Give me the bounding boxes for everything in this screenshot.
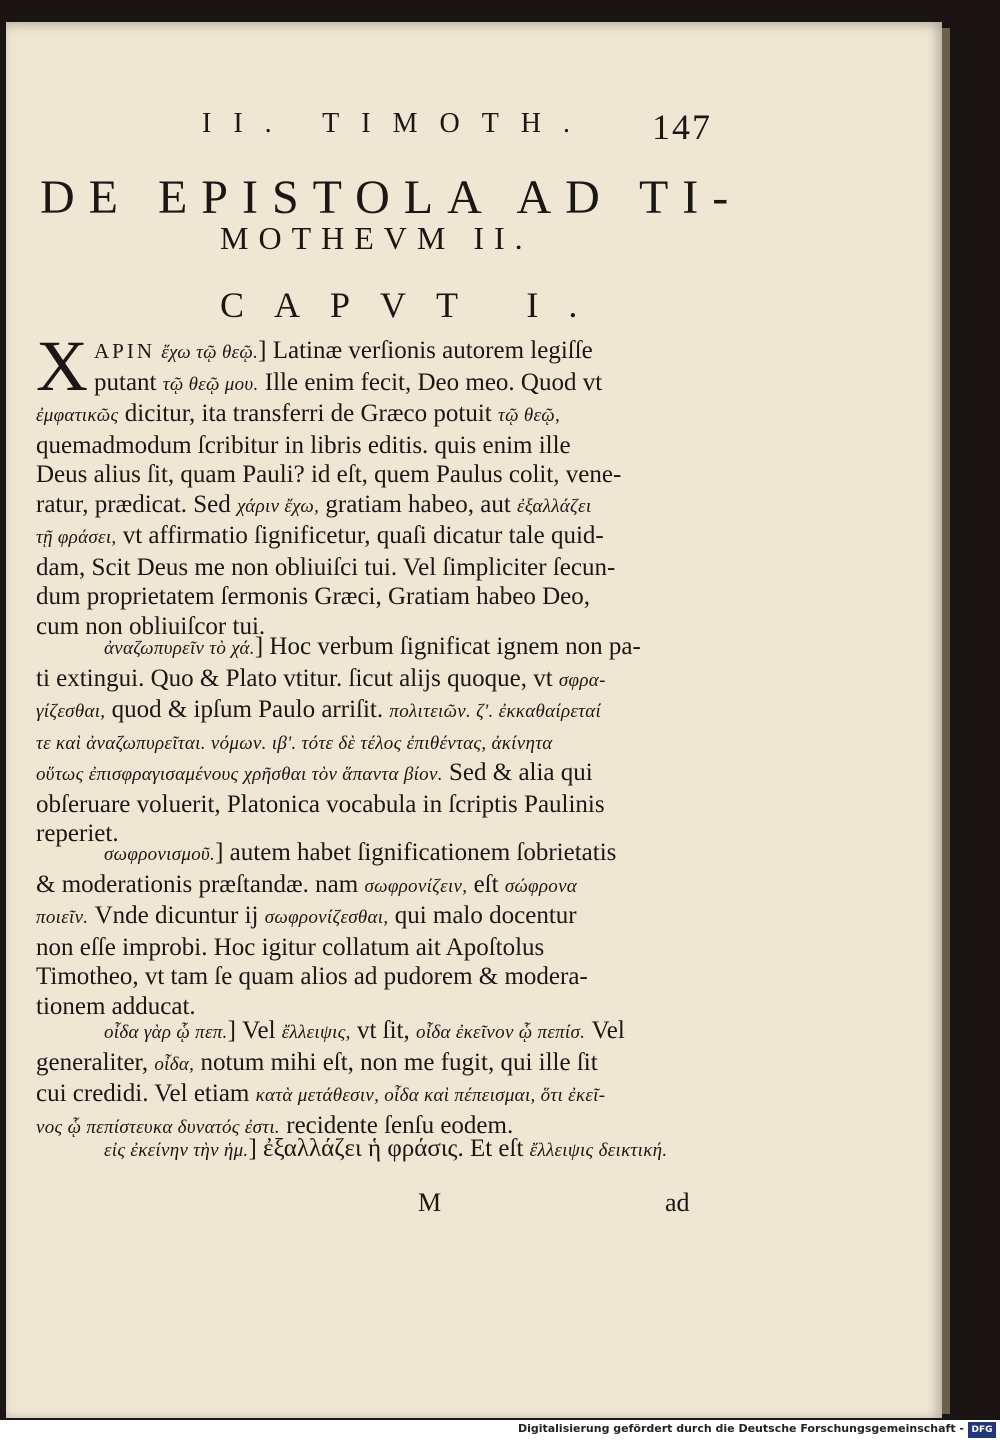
greek-phrase: πολιτειῶν. ζ'. ἐκκαθαίρεταί [389,701,602,722]
text-line [36,838,714,870]
latin-text: generaliter, [36,1048,149,1076]
greek-phrase: ἔλλειψις, [281,1022,351,1043]
latin-text: ] ἐξαλλάζει ἡ φράσις. Et eſt [248,1135,524,1162]
text-line: dum proprietatem ſermonis Græci, Gratiam habeo Deo, [36,583,591,610]
drop-cap: X [36,326,88,406]
greek-phrase: οὕτως ἐπισφραγισαμένους χρῆσθαι τὸν ἅπαντα βίον. [36,764,443,785]
text-line: Timotheo, vt tam ſe quam alios ad pudorem & modera- [36,963,588,990]
greek-phrase: οἶδα ἐκεῖνον ᾧ πεπίσ. [416,1022,586,1043]
latin-text: eſt [473,870,499,898]
dfg-logo-icon: DFG [968,1422,996,1438]
text-line [36,399,714,431]
latin-text: Vnde dicuntur ij [94,902,259,929]
latin-text: ] Vel [227,1017,276,1044]
latin-text: ] Hoc verbum ſignificat ignem non pa- [254,633,641,660]
book-page [6,22,942,1418]
greek-phrase: γίζεσθαι, [36,701,106,722]
greek-phrase: ἔλλειψις δεικτική. [529,1140,668,1161]
latin-text: ti extingui. Quo & Plato vtitur. ſicut alijs quoque, vt [36,664,553,692]
greek-phrase: κατὰ μετάθεσιν, οἶδα καὶ πέπεισμαι, ὅτι ἐκεῖ- [255,1085,606,1106]
greek-phrase: τῷ θεῷ, [498,405,561,426]
catchword: ad [665,1188,690,1217]
footer-bar [0,1420,1000,1443]
text-line [36,1016,714,1048]
latin-text: quod & ipſum Paulo arriſit. [111,696,384,723]
text-line [36,632,714,664]
title-line-1: DE EPISTOLA AD TI- [40,171,743,224]
paragraph-2 [36,632,714,849]
paragraph-1 [36,326,714,641]
greek-phrase: σφρα- [558,669,606,691]
greek-phrase: τε καὶ ἀναζωπυρεῖται. νόμων. ιβ'. τότε δὲ τέλος ἐπιθέντας, ἀκίνητα [36,732,553,754]
text-line [36,1134,714,1166]
greek-phrase: οἶδα γὰρ ᾧ πεπ. [104,1022,228,1043]
text-line [36,521,714,553]
greek-phrase: σωφρονίζειν, [364,875,468,897]
latin-text: vt affirmatio ſignificetur, quaſi dicatur tale quid- [122,522,604,549]
latin-text: cui credidi. Vel etiam [36,1080,250,1107]
latin-text: ratur, prædicat. Sed [36,490,231,518]
greek-phrase: σώφρονα [504,875,578,897]
greek-phrase: ἔχω τῷ θεῷ. [161,342,259,363]
text-line [36,901,714,933]
latin-text: ] autem habet ſignificationem ſobrietatis [215,839,617,866]
greek-phrase: ποιεῖν. [36,907,89,928]
signature-mark: M [418,1188,442,1217]
text-line: cum non obliuiſcor tui. [36,612,266,640]
text-line: non eſſe improbi. Hoc igitur collatum ait Apoſtolus [36,933,545,961]
running-head: II. TIMOTH. [202,108,593,139]
text-line [36,368,714,400]
page-edge [942,28,950,1414]
latin-text: vt ſit, [356,1017,410,1044]
text-line: quemadmodum ſcribitur in libris editis. quis enim ille [36,431,571,459]
latin-text: recidente ſenſu eodem. [286,1111,514,1139]
text-line: reperiet. [36,820,119,847]
latin-text: Sed & alia qui [449,759,593,786]
text-line [36,664,714,696]
greek-phrase: χάριν ἔχω, [237,495,320,517]
latin-text: ] Latinæ verſionis autorem legiſſe [258,337,593,364]
paragraph-3 [36,838,714,1021]
title-line-2: MOTHEVM II. [220,220,533,256]
text-line [36,1048,714,1080]
page-number: 147 [652,107,712,147]
latin-text: putant [94,368,157,396]
text-line [36,490,714,522]
text-line: obſeruare voluerit, Platonica vocabula in ſcriptis Paulinis [36,790,605,818]
small-caps-word: APIN [94,339,156,363]
greek-phrase: νος ᾧ πεπίστευκα δυνατός ἐστι. [36,1116,280,1138]
latin-text: Ille enim fecit, Deo meo. Quod vt [264,368,603,396]
latin-text: dicitur, ita transferri de Græco potuit [124,400,492,427]
latin-text: & moderationis præſtandæ. nam [36,870,359,898]
text-line: Deus alius ſit, quam Pauli? id eſt, quem Paulus colit, vene- [36,461,622,488]
greek-phrase: ἐξαλλάζει [517,495,592,517]
greek-phrase: ἀναζωπυρεῖν τὸ χά. [104,638,255,659]
greek-phrase: σωφρονίζεσθαι, [264,907,389,928]
chapter-heading: CAPVT I. [220,285,608,325]
greek-phrase: εἰς ἐκείνην τὴν ἡμ. [104,1140,249,1161]
latin-text: qui malo docentur [394,902,577,929]
latin-text: Vel [591,1017,625,1044]
greek-phrase: οἶδα, [154,1053,195,1075]
greek-phrase: τῇ φράσει, [36,527,117,548]
text-line [36,870,714,902]
digitization-credit: Digitalisierung gefördert durch die Deutsche Forschungsgemeinschaft - [517,1422,964,1435]
text-line [36,758,714,790]
greek-phrase: τῷ θεῷ μου. [162,373,259,395]
greek-phrase: ἐμφατικῶς [36,405,119,426]
text-line [36,1079,714,1111]
latin-text: gratiam habeo, aut [325,490,511,518]
text-line [36,336,714,368]
greek-phrase: σωφρονισμοῦ. [104,844,216,865]
paragraph-4 [36,1016,714,1142]
latin-text: notum mihi eſt, non me fugit, qui ille ſit [200,1048,598,1076]
text-line: tionem adducat. [36,992,196,1020]
paragraph-5 [36,1134,714,1166]
text-line: dam, Scit Deus me non obliuiſci tui. Vel ſimpliciter ſecun- [36,553,616,581]
text-line [36,695,714,727]
text-line [36,727,714,759]
